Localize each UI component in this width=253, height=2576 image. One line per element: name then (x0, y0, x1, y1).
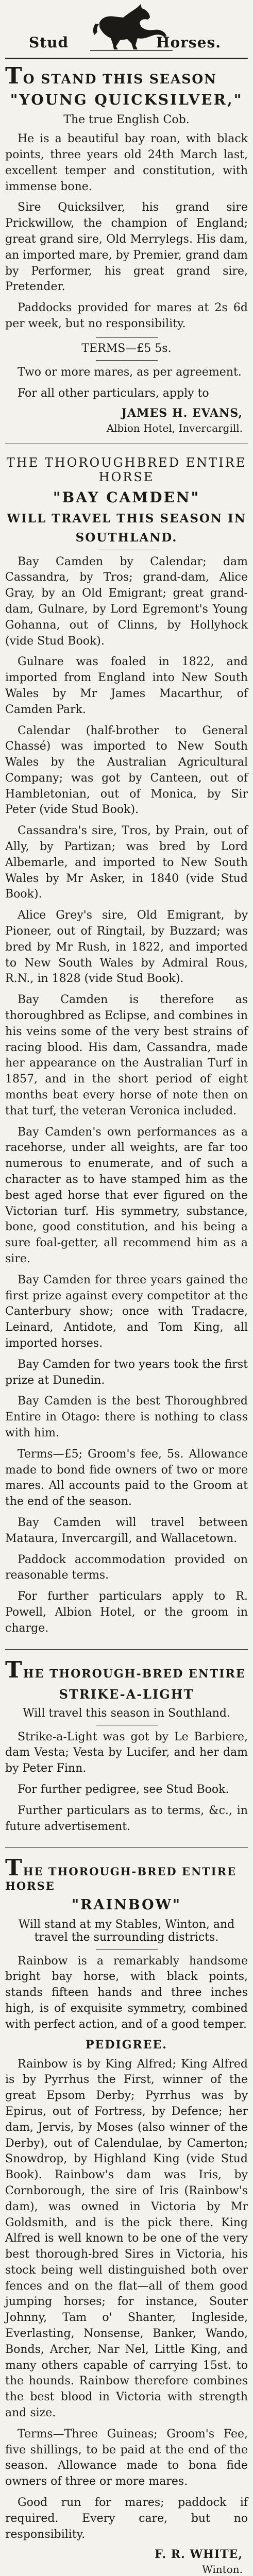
ad2-horse-name: "BAY CAMDEN" (53, 489, 200, 506)
ad4-heading: THE THOROUGH-BRED ENTIRE HORSE (5, 1855, 237, 1893)
ad4-horse-name: "RAINBOW" (72, 1896, 181, 1913)
ad-young-quicksilver (5, 59, 248, 440)
ad1-paragraph: Paddocks provided for mares at 2s 6d per week, but no responsibility. (5, 301, 248, 330)
masthead-left-word: Stud (29, 34, 69, 51)
section-rule (5, 1649, 248, 1650)
ad2-paragraph: Terms—£5; Groom's fee, 5s. Allowance made to bond fide owners of two or more mares. All accounts paid to the Groom at the end of the season. (5, 1447, 248, 1509)
ad-strike-a-light (5, 1653, 248, 1844)
ad1-signature-name: JAMES H. EVANS, (121, 406, 243, 420)
divider (96, 360, 158, 361)
ad3-paragraph: Strike-a-Light was got by Le Barbiere, dam Vesta; Vesta by Lucifer, and her dam by Peter Finn. (5, 1730, 248, 1775)
ad4-signature-place: Winton. (202, 2563, 243, 2576)
ad2-line1: THE THOROUGHBRED ENTIRE HORSE (6, 455, 247, 485)
ad1-paragraph: Sire Quicksilver, his grand sire Prickwillow, the champion of England; great grand sire, Old Merrylegs. His dam, an imported mare, by Premier, grand dam by Performer, his great grand sire, Pretender. (5, 201, 248, 294)
ad2-paragraph: Bay Camden will travel between Mataura, Invercargill, and Wallacetown. (5, 1516, 248, 1545)
stud-horses-masthead (5, 0, 248, 59)
ad2-paragraph: Bay Camden is the best Thoroughbred Entire in Otago: there is nothing to class with him. (5, 1395, 248, 1439)
ad2-paragraph: For further particulars apply to R. Powell, Albion Hotel, or the groom in charge. (5, 1590, 248, 1635)
ad1-paragraph: Two or more mares, as per agreement. (18, 365, 242, 379)
ad4-paragraph: Terms—Three Guineas; Groom's Fee, five shillings, to be paid at the end of the season. Allowance made to bona fide owners of three or more mares. (5, 2427, 248, 2488)
ad4-pedigree-heading: PEDIGREE. (86, 2038, 167, 2052)
ad4-paragraph: Rainbow is a remarkably handsome bright bay horse, with black points, stands fifteen hands and three inches high, is of exquisite symmetry, combined with perfect action, and of a good temper. (5, 1954, 248, 2031)
ad2-paragraph: Alice Grey's sire, Old Emigrant, by Pioneer, out of Ringtail, by Buzzard; was bred by Mr Rush, in 1822, and imported to New South Wales by Admiral Rous, R.N., in 1828 (vide Stud Book). (5, 909, 248, 986)
ad3-paragraph: Further particulars as to terms, &c., in future advertisement. (5, 1804, 248, 1833)
section-rule (5, 1847, 248, 1848)
ad3-heading: THE THOROUGH-BRED ENTIRE (5, 1656, 246, 1683)
ad1-horse-name: "YOUNG QUICKSILVER," (10, 91, 243, 108)
ad2-paragraph: Gulnare was foaled in 1822, and imported from England into New South Wales by Mr James Macarthur, of Camden Park. (5, 655, 248, 716)
divider (96, 337, 158, 338)
ad1-paragraph: For all other particulars, apply to (18, 386, 209, 400)
ad4-line2: Will stand at my Stables, Winton, and travel the surrounding districts. (18, 1918, 235, 1944)
ad2-paragraph: Cassandra's sire, Tros, by Prain, out of Ally, by Partizan; was bred by Lord Albemarle, and imported to New South Wales by Mr Asker, in 1840 (vide Stud Book). (5, 824, 248, 901)
ad1-signature-place: Albion Hotel, Invercargill. (106, 422, 243, 435)
ad-rainbow (5, 1851, 248, 2576)
ad4-paragraph: Good run for mares; paddock if required. Every care, but no responsibility. (5, 2496, 248, 2541)
ad4-paragraph: Rainbow is by King Alfred; King Alfred is by Pyrrhus the First, winner of the great Epsom Derby; Pyrrhus was by Epirus, out of Fortress, by Defence; her dam, Jervis, by Moses (also winner of the Derby), out of Calendulae, by Camerton; Snowdrop, by Highland King (vide Stud Book). Rainbow's dam was Iris, by Cornborough, the sire of Iris (Rainbow's dam), was owned in Victoria by Mr Goldsmith, and is the pick there. King Alfred is well known to be one of the very best thorough-bred Sires in Victoria, his stock being well distinguished both over fences and on the flat—all of them good jumping horses; for instance, Souter Johnny, Tam o' Shanter, Ingleside, Everlasting, Nonsense, Banker, Wando, Bonds, Archer, Nar Nel, Little King, and many others capable of carrying 15st. to the hounds. Rainbow therefore combines the best blood in Victoria with strength and size. (5, 2057, 248, 2420)
ad2-paragraph: Bay Camden for two years took the first prize at Dunedin. (5, 1358, 248, 1387)
ad1-heading: TO STAND THIS SEASON (5, 63, 217, 89)
ad2-line2: WILL TRAVEL THIS SEASON IN (7, 511, 246, 526)
ad2-paragraph: Bay Camden is therefore as thoroughbred as Eclipse, and combines in his veins some of the very best strains of racing blood. His dam, Cassandra, made her appearance on the Australian Turf in 1857, and in the short period of eight months beat every horse of note then on that turf, the veteran Veronica included. (5, 993, 248, 1117)
ad1-subtitle: The true English Cob. (63, 113, 190, 127)
ad2-paragraph: Bay Camden's own performances as a racehorse, under all weights, are far too numerous to enumerate, and of such a character as to have stamped him as the best aged horse that ever figured on the Victorian turf. His symmetry, substance, bone, good constitution, and his being a sure foal-getter, all recommend him as a sire. (5, 1125, 248, 1265)
ad3-horse-name: STRIKE-A-LIGHT (59, 1686, 194, 1702)
masthead-right-word: Horses. (156, 34, 221, 51)
divider (96, 1949, 158, 1950)
ad2-paragraph: Paddock accommodation provided on reasonable terms. (5, 1553, 248, 1582)
ad2-paragraph: Bay Camden by Calendar; dam Cassandra, by Tros; grand-dam, Alice Gray, by an Old Emigrant; great grand-dam, Gulnare, by Lord Egremont's Young Gohanna, out of Clinns, by Hollyhock (vide Stud Book). (5, 555, 248, 648)
ad3-line2: Will travel this season in Southland. (23, 1706, 230, 1720)
ad2-paragraph: Bay Camden for three years gained the first prize against every competitor at the Canterbury show; once with Tradacre, Leinard, Antidote, and Tom King, all imported horses. (5, 1273, 248, 1350)
ad1-paragraph: He is a beautiful bay roan, with black points, three years old 24th March last, excellent temper and constitution, with immense bone. (5, 132, 248, 193)
ad4-signature-name: F. R. WHITE, (155, 2548, 243, 2562)
ad1-terms: TERMS—£5 5s. (81, 342, 172, 355)
ad2-line3: SOUTHLAND. (75, 530, 178, 545)
ad-bay-camden (5, 447, 248, 1646)
ad2-paragraph: Calendar (half-brother to General Chassé) was imported to New South Wales by the Australian Agricultural Company; was got by Canteen, out of Hambletonian, out of Monica, by Sir Peter (vide Stud Book). (5, 724, 248, 817)
ad3-paragraph: For further pedigree, see Stud Book. (18, 1783, 229, 1796)
